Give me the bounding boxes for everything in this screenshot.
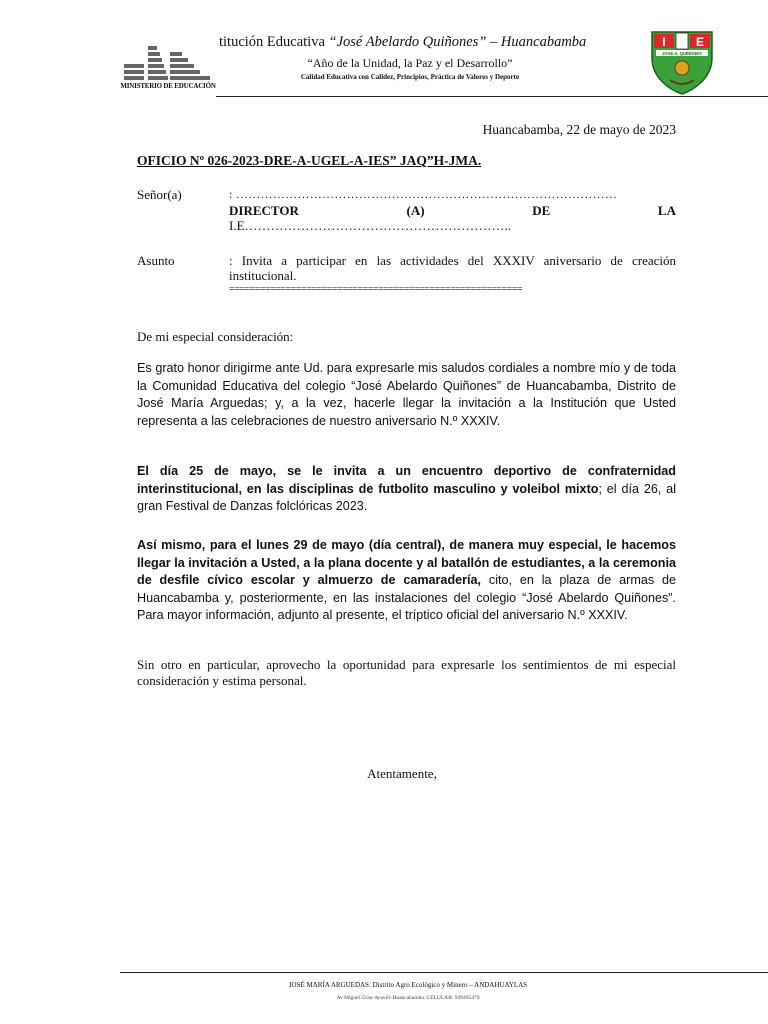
recipient-word: DE xyxy=(532,203,551,218)
subject-text: : Invita a participar en las actividades del XXXIV aniversario de creación institucional. xyxy=(229,253,676,283)
subject-label: Asunto xyxy=(137,253,175,268)
footer-contact: Av Miguel Grau-Ayaviri-Huancabamba. CELULAR: 949495479 xyxy=(336,995,480,1001)
recipient-word: DIRECTOR xyxy=(229,203,299,218)
paragraph-bold: Así mismo, para el lunes 29 de mayo (día central), de manera muy especial, le hacemos llegar la invitación a Usted, a la plana docente y al batallón de estudiantes, a la ceremonia de desfile cívico escolar y almuerzo de camaradería, xyxy=(137,538,676,587)
body-paragraph-3 xyxy=(137,537,676,625)
body-paragraph-1: Es grato honor dirigirme ante Ud. para expresarle mis saludos cordiales a nombre mío y de toda la Comunidad Educativa del colegio “José Abelardo Quiñones” de Huancabamba, Distrito de José María Arguedas; y, a la vez, hacerle llegar la invitación a la Institución que Usted representa a las celebraciones de nuestro aniversario N.º XXXIV. xyxy=(137,361,676,428)
senor-label: Señor(a) xyxy=(137,187,182,202)
shield-banner-text: JOSE A. QUIÑONES xyxy=(662,51,702,56)
institution-name: “José Abelardo Quiñones” – Huancabamba xyxy=(328,34,587,50)
recipient-word: LA xyxy=(657,203,676,218)
paragraph-rest: cito, en la plaza de armas de Huancabamba y, posteriormente, en las instalaciones del colegio “José Abelardo Quiñones”. Para mayor información, adjunto al presente, el tríptico oficial del aniversario N.º XXXIV. xyxy=(137,573,676,622)
paragraph-bold: El día 25 de mayo, se le invita a un encuentro deportivo de confraternidad interinstitucional, en las disciplinas de futbolito masculino y voleibol mixto xyxy=(137,464,676,496)
ministry-label: MINISTERIO DE EDUCACIÓN xyxy=(120,82,216,90)
institution-prefix: titución Educativa xyxy=(219,34,329,50)
year-motto: “Año de la Unidad, la Paz y el Desarrollo” xyxy=(307,56,513,70)
closing: Atentamente, xyxy=(367,766,437,781)
recipient-word: (A) xyxy=(406,203,425,218)
oficio-number: OFICIO Nº 026-2023-DRE-A-UGEL-A-IES” JAQ”H-JMA. xyxy=(137,153,482,168)
header-rule xyxy=(216,96,768,97)
school-shield-icon xyxy=(646,28,718,96)
shield-letter-i: I xyxy=(662,35,666,49)
recipient-institution-blank: I.E…………………………………………………….. xyxy=(229,218,512,233)
recipient-title xyxy=(229,203,676,219)
footer-address: JOSÉ MARÍA ARGUEDAS: Distrito Agro Ecológico y Minero – ANDAHUAYLAS xyxy=(288,981,528,989)
letter-date: Huancabamba, 22 de mayo de 2023 xyxy=(482,122,676,137)
shield-letter-e: E xyxy=(695,35,705,49)
institution-tagline: Calidad Educativa con Calidez, Principios, Práctica de Valores y Deporte xyxy=(300,73,520,81)
separator-line: ========================================================= xyxy=(229,284,522,295)
paragraph-rest: ; el día 26, al gran Festival de Danzas folclóricas 2023. xyxy=(137,481,676,513)
body-paragraph-2 xyxy=(137,463,676,516)
recipient-blank: : ………………………………………………………………………………… xyxy=(229,187,618,201)
body-paragraph-4: Sin otro en particular, aprovecho la oportunidad para expresarle los sentimientos de mi especial consideración y estima personal. xyxy=(137,657,676,688)
institution-title xyxy=(219,34,619,51)
greeting: De mi especial consideración: xyxy=(137,329,294,344)
footer-rule xyxy=(120,972,768,973)
